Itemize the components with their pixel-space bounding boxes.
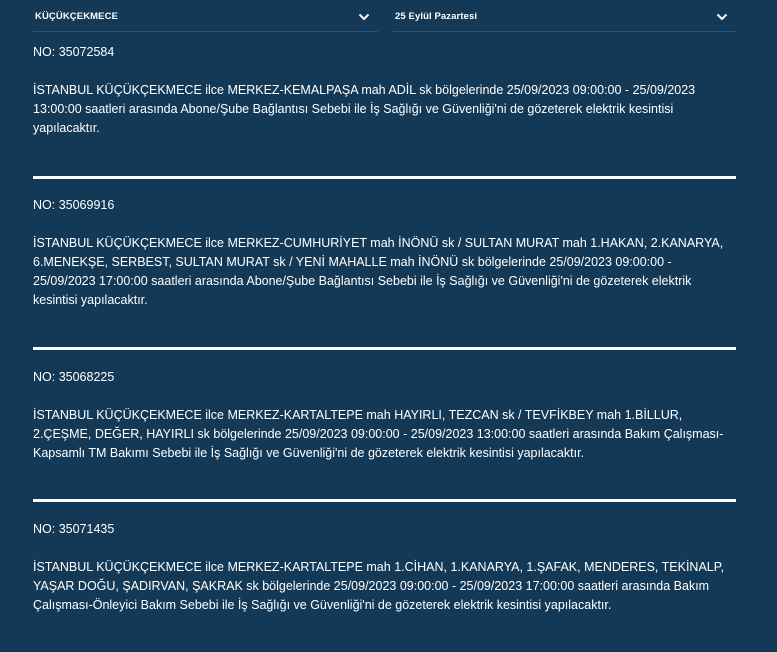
notice-divider <box>33 499 736 502</box>
notice-number: NO: 35068225 <box>33 370 115 384</box>
notice-number: NO: 35071435 <box>33 522 115 536</box>
filter-bar <box>0 0 777 38</box>
date-select-value: 25 Eylül Pazartesi <box>395 11 478 22</box>
notice-description: İSTANBUL KÜÇÜKÇEKMECE ilce MERKEZ-KEMALPAŞA mah ADİL sk bölgelerinde 25/09/2023 09:00:00 - 25/09/2023 13:00:00 saatleri arasında Abone/Şube Bağlantısı Sebebi ile İş Sağlığı ve Güvenliği'ni de gözeterek elektrik kesintisi yapılacaktır. <box>33 83 696 135</box>
notice-description: İSTANBUL KÜÇÜKÇEKMECE ilce MERKEZ-KARTALTEPE mah 1.CİHAN, 1.KANARYA, 1.ŞAFAK, MENDERES, TEKİNALP, YAŞAR DOĞU, ŞADIRVAN, ŞAKRAK sk bölgelerinde 25/09/2023 09:00:00 - 25/09/2023 17:00:00 saatleri arasında Bakım Çalışması-Önleyici Bakım Sebebi ile İş Sağlığı ve Güvenliği'ni de gözeterek elektrik kesintisi yapılacaktır. <box>33 560 724 612</box>
notice-divider <box>33 347 736 350</box>
date-select[interactable] <box>393 4 736 32</box>
district-select[interactable] <box>33 4 378 32</box>
district-select-value: KÜÇÜKÇEKMECE <box>35 11 119 22</box>
notice-divider <box>33 176 736 179</box>
chevron-down-icon <box>358 12 370 22</box>
chevron-down-icon <box>716 12 728 22</box>
notice-number: NO: 35069916 <box>33 198 115 212</box>
notice-description: İSTANBUL KÜÇÜKÇEKMECE ilce MERKEZ-CUMHURİYET mah İNÖNÜ sk / SULTAN MURAT mah 1.HAKAN, 2.KANARYA, 6.MENEKŞE, SERBEST, SULTAN MURAT sk / YENİ MAHALLE mah İNÖNÜ sk bölgelerinde 25/09/2023 09:00:00 - 25/09/2023 17:00:00 saatleri arasında Abone/Şube Bağlantısı Sebebi ile İş Sağlığı ve Güvenliği'ni de gözeterek elektrik kesintisi yapılacaktır. <box>33 236 724 307</box>
notice-number: NO: 35072584 <box>33 45 115 59</box>
notice-description: İSTANBUL KÜÇÜKÇEKMECE ilce MERKEZ-KARTALTEPE mah HAYIRLI, TEZCAN sk / TEVFİKBEY mah 1.BİLLUR, 2.ÇEŞME, DEĞER, HAYIRLI sk bölgelerinde 25/09/2023 09:00:00 - 25/09/2023 13:00:00 saatleri arasında Bakım Çalışması-Kapsamlı TM Bakımı Sebebi ile İş Sağlığı ve Güvenliği'ni de gözeterek elektrik kesintisi yapılacaktır. <box>33 408 724 460</box>
